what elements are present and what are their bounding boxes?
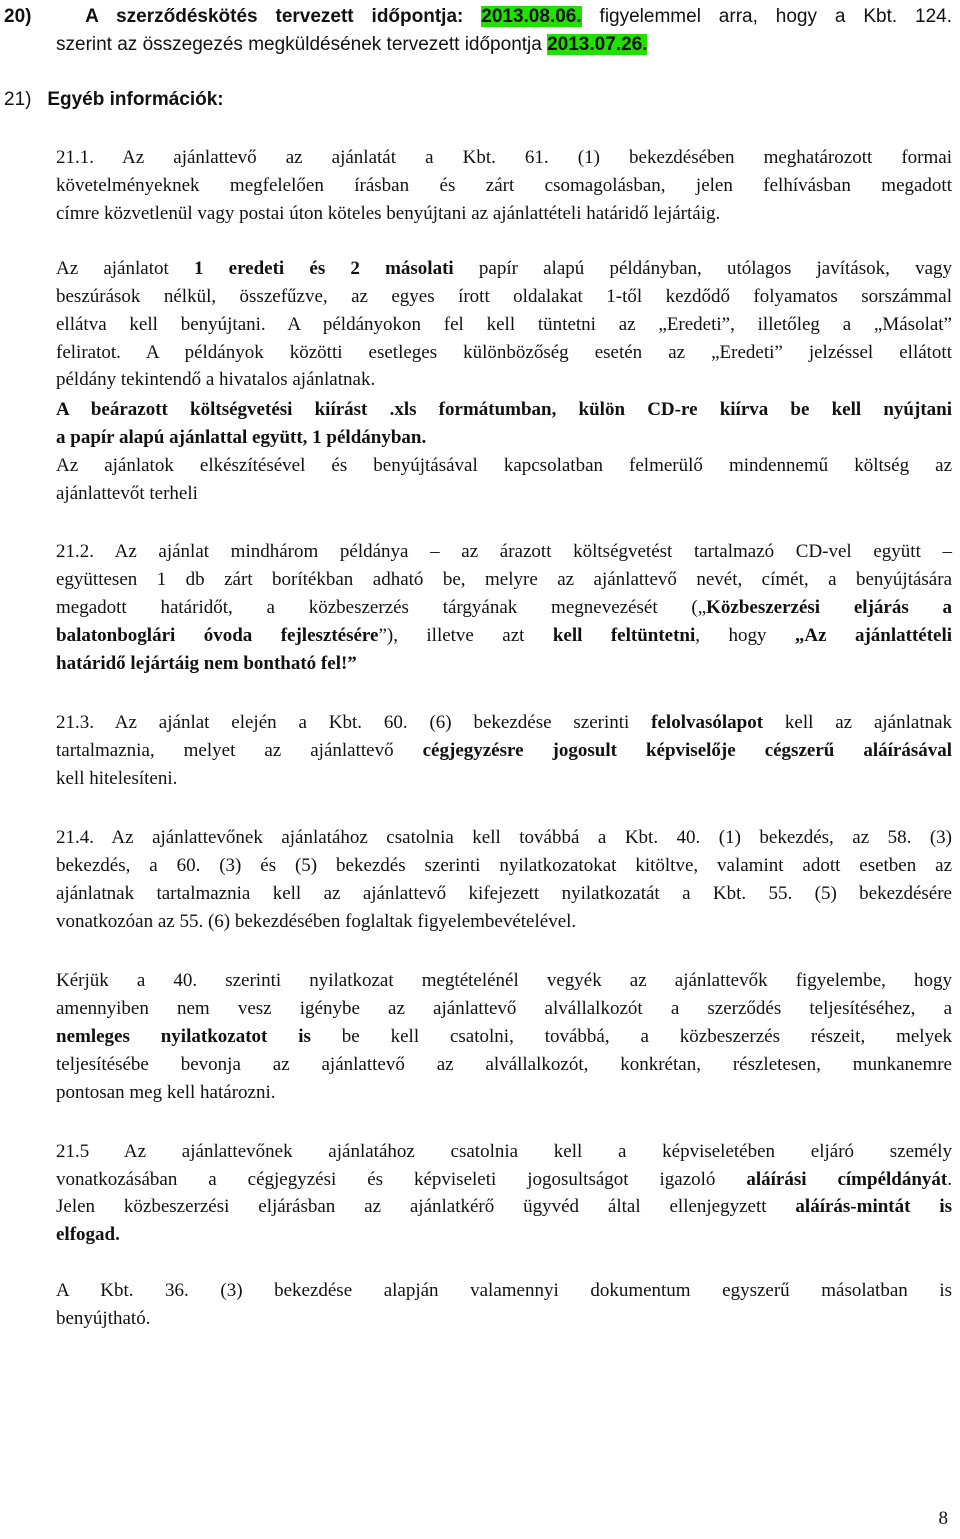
- bold-text: aláírás-mintát is: [795, 1196, 952, 1217]
- text: kell az ajánlatnak: [784, 712, 953, 733]
- bold-text: 1 eredeti és 2 másolati: [193, 258, 454, 279]
- section-title: Egyéb információk:: [47, 89, 224, 110]
- p212-line: 21.2. Az ajánlat mindhárom példánya – az árazott költségvetést tartalmazó CD-vel együtt –: [56, 541, 952, 562]
- p214-line: bekezdés, a 60. (3) és (5) bekezdés szerinti nyilatkozatokat kitöltve, valamint adott esetben az: [56, 855, 952, 876]
- kerjuk-line: teljesítésébe bevonja az ajánlattevő az alvállalkozót, konkrétan, részletesen, munkanemre: [56, 1054, 952, 1075]
- p212-line-3: [56, 594, 952, 621]
- p211b-line: feliratot. A példányok közötti esetleges különbözőség esetén az „Eredeti” jelzéssel ellátott: [56, 342, 952, 363]
- highlighted-date: 2013.07.26.: [547, 34, 648, 55]
- section-20-line-1: [4, 3, 952, 30]
- p211b-bold-line: a papír alapú ajánlattal együtt, 1 példányban.: [56, 427, 427, 448]
- p211-line: követelményeknek megfelelően írásban és zárt csomagolásban, jelen felhívásban megadott: [56, 175, 952, 196]
- text: .: [947, 1169, 952, 1190]
- text: , hogy: [695, 625, 767, 646]
- p215-line: 21.5 Az ajánlattevőnek ajánlatához csatolnia kell a képviseletében eljáró személy: [56, 1141, 952, 1162]
- section-21-heading: [4, 86, 952, 113]
- bold-text: aláírási címpéldányát: [746, 1169, 948, 1190]
- text: papír alapú példányban, utólagos javítások, vagy: [478, 258, 952, 279]
- kbt36-line: A Kbt. 36. (3) bekezdése alapján valamennyi dokumentum egyszerű másolatban is: [56, 1280, 952, 1301]
- p214-line: vonatkozóan az 55. (6) bekezdésében foglaltak figyelembevételével.: [56, 911, 577, 932]
- p213-line: kell hitelesíteni.: [56, 768, 178, 789]
- kbt36-line: benyújtható.: [56, 1308, 151, 1329]
- p212-bold-line: határidő lejártáig nem bontható fel!”: [56, 653, 357, 674]
- text: Az ajánlatot: [56, 258, 169, 279]
- bold-text: „Az ajánlattételi: [794, 625, 953, 646]
- p212-line: együttesen 1 db zárt borítékban adható be, melyre az ajánlattevő nevét, címét, a benyújtására: [56, 569, 952, 590]
- section-number: 21): [4, 89, 32, 110]
- bold-text: Közbeszerzési eljárás a: [706, 597, 952, 618]
- kerjuk-line-3: [56, 1023, 952, 1050]
- p215-line-3: [56, 1193, 952, 1220]
- kerjuk-line: pontosan meg kell határozni.: [56, 1082, 276, 1103]
- p215-bold-line: elfogad.: [56, 1224, 120, 1245]
- p211b-line: ajánlattevőt terheli: [56, 483, 198, 504]
- p211b-line: Az ajánlatok elkészítésével és benyújtásával kapcsolatban felmerülő mindennemű költség az: [56, 455, 952, 476]
- section-number: 20): [4, 6, 32, 27]
- section-20-line-2: [56, 31, 952, 58]
- section-text: figyelemmel arra, hogy a Kbt. 124.: [599, 6, 953, 27]
- text: Jelen közbeszerzési eljárásban az ajánlatkérő ügyvéd által ellenjegyzett: [56, 1196, 767, 1217]
- p211b-line-1: [56, 255, 952, 282]
- highlighted-date: 2013.08.06.: [481, 6, 582, 27]
- p211-line: címre közvetlenül vagy postai úton köteles benyújtani az ajánlattételi határidő lejártáig.: [56, 203, 721, 224]
- section-text: szerint az összegezés megküldésének tervezett időpontja: [56, 34, 542, 55]
- p213-line-2: [56, 737, 952, 764]
- text: ”), illetve azt: [378, 625, 525, 646]
- text: tartalmaznia, melyet az ajánlattevő: [56, 740, 394, 761]
- p214-line: ajánlatnak tartalmaznia kell az ajánlattevő kifejezett nyilatkozatát a Kbt. 55. (5) bekezdésére: [56, 883, 952, 904]
- p211b-line: példány tekintendő a hivatalos ajánlatnak.: [56, 369, 376, 390]
- text: megadott határidőt, a közbeszerzés tárgyának megnevezését („: [56, 597, 707, 618]
- p212-line-4: [56, 622, 952, 649]
- section-title: A szerződéskötés tervezett időpontja:: [85, 6, 464, 27]
- kerjuk-line: Kérjük a 40. szerinti nyilatkozat megtételénél vegyék az ajánlattevők figyelembe, hogy: [56, 970, 952, 991]
- p211-line: 21.1. Az ajánlattevő az ajánlatát a Kbt. 61. (1) bekezdésében meghatározott formai: [56, 147, 952, 168]
- page-number: 8: [938, 1508, 948, 1529]
- p211b-line: beszúrások nélkül, összefűzve, az egyes írott oldalakat 1-től kezdődő folyamatos sorszámmal: [56, 286, 952, 307]
- p211b-line: ellátva kell benyújtani. A példányokon fel kell tüntetni az „Eredeti”, illetőleg a „Másolat”: [56, 314, 952, 335]
- text: 21.3. Az ajánlat elején a Kbt. 60. (6) bekezdése szerinti: [56, 712, 630, 733]
- bold-text: nemleges nyilatkozatot is: [56, 1026, 311, 1047]
- p213-line-1: [56, 709, 952, 736]
- p215-line-2: [56, 1166, 952, 1193]
- kerjuk-line: amennyiben nem vesz igénybe az ajánlattevő alvállalkozót a szerződés teljesítéséhez, a: [56, 998, 952, 1019]
- bold-text: kell feltüntetni: [552, 625, 696, 646]
- bold-text: balatonboglári óvoda fejlesztésére: [56, 625, 379, 646]
- bold-text: felolvasólapot: [651, 712, 764, 733]
- p214-line: 21.4. Az ajánlattevőnek ajánlatához csatolnia kell továbbá a Kbt. 40. (1) bekezdés, az 58. (3): [56, 827, 952, 848]
- text: be kell csatolni, továbbá, a közbeszerzés részeit, melyek: [341, 1026, 952, 1047]
- p211b-bold-line: A beárazott költségvetési kiírást .xls formátumban, külön CD-re kiírva be kell nyújtani: [56, 399, 952, 420]
- text: vonatkozásában a cégjegyzési és képviseleti jogosultságot igazoló: [56, 1169, 716, 1190]
- bold-text: cégjegyzésre jogosult képviselője cégszerű aláírásával: [422, 740, 952, 761]
